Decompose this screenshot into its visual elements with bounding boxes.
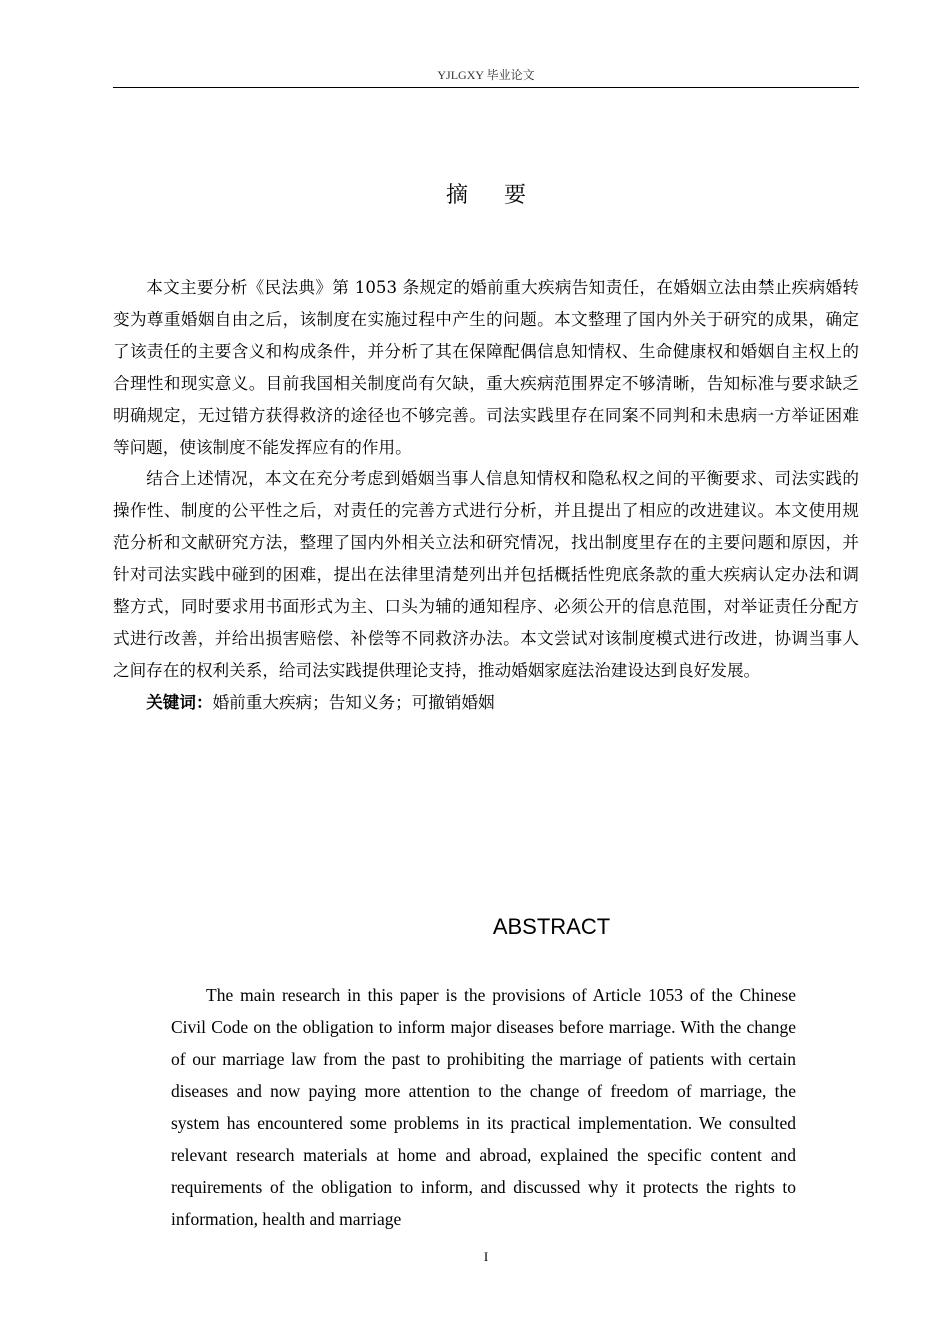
abstract-en-body [171,979,796,1235]
abstract-en-title: ABSTRACT [492,914,611,939]
keywords-line [113,687,859,719]
abstract-en-paragraph: The main research in this paper is the provisions of Article 1053 of the Chinese Civil Code on the obligation to inform major diseases before marriage. With the change of our marriage law from the past to prohibiting the marriage of patients with certain diseases and now paying more attention to the change of freedom of marriage, the system has encountered some problems in its practical implementation. We consulted relevant research materials at home and abroad, explained the specific content and requirements of the obligation to inform, and discussed why it protects the rights to information, health and marriage [171,985,796,1229]
keywords-label: 关键词： [146,692,213,712]
page-number: I [483,1249,489,1264]
abstract-cn-body [113,272,859,719]
abstract-cn-title: 摘要 [445,183,562,208]
abstract-cn-paragraph-2: 结合上述情况，本文在充分考虑到婚姻当事人信息知情权和隐私权之间的平衡要求、司法实践的操作性、制度的公平性之后，对责任的完善方式进行分析，并且提出了相应的改进建议。本文使用规范分析和文献研究方法，整理了国内外相关立法和研究情况，找出制度里存在的主要问题和原因，并针对司法实践中碰到的困难，提出在法律里清楚列出并包括概括性兜底条款的重大疾病认定办法和调整方式，同时要求用书面形式为主、口头为辅的通知程序、必须公开的信息范围，对举证责任分配方式进行改善，并给出损害赔偿、补偿等不同救济办法。本文尝试对该制度模式进行改进，协调当事人之间存在的权利关系，给司法实践提供理论支持，推动婚姻家庭法治建设达到良好发展。 [113,469,859,680]
page-header: YJLGXY 毕业论文 [113,66,859,88]
abstract-cn-paragraph-1: 本文主要分析《民法典》第 1053 条规定的婚前重大疾病告知责任，在婚姻立法由禁止疾病婚转变为尊重婚姻自由之后，该制度在实施过程中产生的问题。本文整理了国内外关于研究的成果，确定了该责任的主要含义和构成条件，并分析了其在保障配偶信息知情权、生命健康权和婚姻自主权上的合理性和现实意义。目前我国相关制度尚有欠缺，重大疾病范围界定不够清晰，告知标准与要求缺乏明确规定，无过错方获得救济的途径也不够完善。司法实践里存在同案不同判和未患病一方举证困难等问题，使该制度不能发挥应有的作用。 [113,278,859,457]
keywords-text: 婚前重大疾病；告知义务；可撤销婚姻 [212,692,495,712]
